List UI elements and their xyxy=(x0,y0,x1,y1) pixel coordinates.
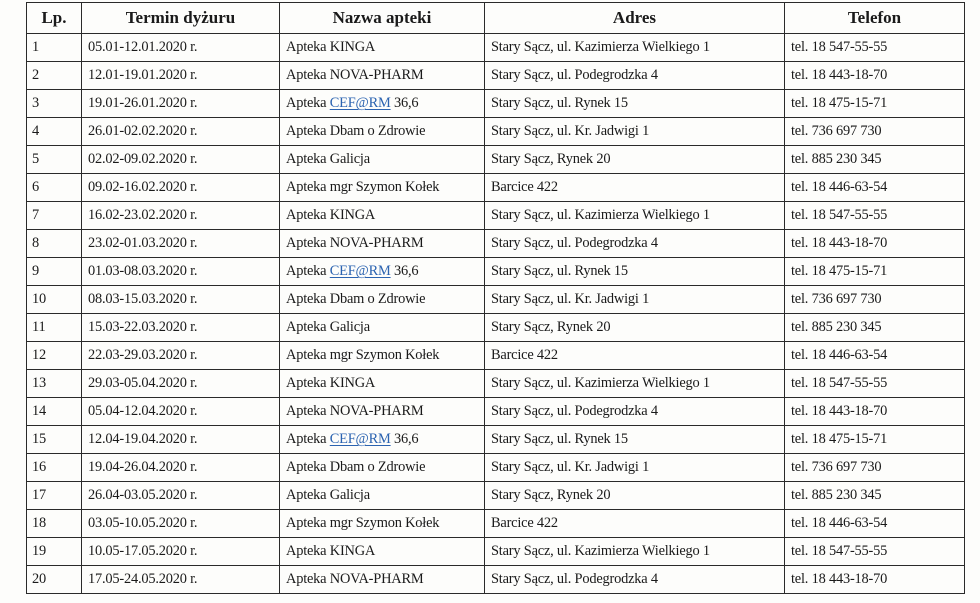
cell-pharmacy-name: Apteka mgr Szymon Kołek xyxy=(280,174,485,202)
pharmacy-name-suffix: 36,6 xyxy=(390,95,419,111)
cell-term: 19.01-26.01.2020 r. xyxy=(82,90,280,118)
pharmacy-link[interactable]: CEF@RM xyxy=(329,95,391,111)
cell-lp: 8 xyxy=(27,230,82,258)
cell-address: Stary Sącz, ul. Kr. Jadwigi 1 xyxy=(485,454,785,482)
cell-address: Stary Sącz, Rynek 20 xyxy=(485,146,785,174)
table-row xyxy=(27,454,965,482)
cell-pharmacy-name: Apteka Dbam o Zdrowie xyxy=(280,454,485,482)
cell-pharmacy-name: Apteka KINGA xyxy=(280,370,485,398)
cell-phone: tel. 18 475-15-71 xyxy=(785,426,965,454)
cell-term: 08.03-15.03.2020 r. xyxy=(82,286,280,314)
pharmacy-name-suffix: 36,6 xyxy=(390,431,419,447)
cell-lp: 2 xyxy=(27,62,82,90)
table-row xyxy=(27,202,965,230)
cell-address: Stary Sącz, ul. Podegrodzka 4 xyxy=(485,62,785,90)
cell-phone: tel. 18 547-55-55 xyxy=(785,538,965,566)
table-row xyxy=(27,538,965,566)
cell-phone: tel. 18 475-15-71 xyxy=(785,90,965,118)
cell-pharmacy-name xyxy=(280,90,485,118)
pharmacy-name-prefix: Apteka xyxy=(286,431,330,447)
cell-phone: tel. 18 475-15-71 xyxy=(785,258,965,286)
cell-lp: 12 xyxy=(27,342,82,370)
cell-term: 02.02-09.02.2020 r. xyxy=(82,146,280,174)
cell-lp: 7 xyxy=(27,202,82,230)
cell-term: 12.01-19.01.2020 r. xyxy=(82,62,280,90)
cell-address: Stary Sącz, ul. Rynek 15 xyxy=(485,90,785,118)
pharmacy-name-suffix: 36,6 xyxy=(390,263,419,279)
cell-pharmacy-name: Apteka Galicja xyxy=(280,482,485,510)
cell-address: Stary Sącz, ul. Rynek 15 xyxy=(485,426,785,454)
cell-pharmacy-name xyxy=(280,426,485,454)
cell-term: 03.05-10.05.2020 r. xyxy=(82,510,280,538)
cell-pharmacy-name: Apteka NOVA-PHARM xyxy=(280,398,485,426)
cell-pharmacy-name: Apteka Dbam o Zdrowie xyxy=(280,118,485,146)
cell-phone: tel. 18 443-18-70 xyxy=(785,566,965,594)
cell-phone: tel. 885 230 345 xyxy=(785,146,965,174)
cell-term: 10.05-17.05.2020 r. xyxy=(82,538,280,566)
table-row xyxy=(27,482,965,510)
table-row xyxy=(27,90,965,118)
header-address: Adres xyxy=(485,3,785,34)
cell-lp: 4 xyxy=(27,118,82,146)
table-row xyxy=(27,174,965,202)
cell-lp: 17 xyxy=(27,482,82,510)
cell-term: 19.04-26.04.2020 r. xyxy=(82,454,280,482)
cell-lp: 5 xyxy=(27,146,82,174)
table-row xyxy=(27,34,965,62)
cell-address: Stary Sącz, ul. Podegrodzka 4 xyxy=(485,230,785,258)
cell-lp: 18 xyxy=(27,510,82,538)
table-row xyxy=(27,286,965,314)
cell-phone: tel. 18 547-55-55 xyxy=(785,34,965,62)
cell-lp: 1 xyxy=(27,34,82,62)
cell-address: Stary Sącz, ul. Kr. Jadwigi 1 xyxy=(485,118,785,146)
table-row xyxy=(27,426,965,454)
cell-pharmacy-name: Apteka mgr Szymon Kołek xyxy=(280,510,485,538)
cell-phone: tel. 18 446-63-54 xyxy=(785,174,965,202)
cell-lp: 19 xyxy=(27,538,82,566)
cell-term: 09.02-16.02.2020 r. xyxy=(82,174,280,202)
cell-phone: tel. 885 230 345 xyxy=(785,482,965,510)
cell-phone: tel. 736 697 730 xyxy=(785,286,965,314)
pharmacy-name-prefix: Apteka xyxy=(286,95,330,111)
cell-lp: 16 xyxy=(27,454,82,482)
pharmacy-duty-table xyxy=(26,2,965,594)
table-row xyxy=(27,510,965,538)
cell-address: Barcice 422 xyxy=(485,174,785,202)
cell-phone: tel. 18 547-55-55 xyxy=(785,202,965,230)
pharmacy-link[interactable]: CEF@RM xyxy=(329,263,391,279)
cell-address: Stary Sącz, ul. Podegrodzka 4 xyxy=(485,398,785,426)
cell-address: Stary Sącz, ul. Podegrodzka 4 xyxy=(485,566,785,594)
cell-term: 05.04-12.04.2020 r. xyxy=(82,398,280,426)
table-row xyxy=(27,342,965,370)
header-term: Termin dyżuru xyxy=(82,3,280,34)
cell-pharmacy-name: Apteka NOVA-PHARM xyxy=(280,566,485,594)
cell-address: Stary Sącz, ul. Kr. Jadwigi 1 xyxy=(485,286,785,314)
cell-address: Stary Sącz, Rynek 20 xyxy=(485,482,785,510)
table-row xyxy=(27,314,965,342)
cell-pharmacy-name: Apteka Galicja xyxy=(280,146,485,174)
cell-lp: 6 xyxy=(27,174,82,202)
cell-pharmacy-name xyxy=(280,258,485,286)
cell-lp: 9 xyxy=(27,258,82,286)
cell-pharmacy-name: Apteka KINGA xyxy=(280,34,485,62)
cell-term: 15.03-22.03.2020 r. xyxy=(82,314,280,342)
cell-phone: tel. 885 230 345 xyxy=(785,314,965,342)
pharmacy-name-prefix: Apteka xyxy=(286,263,330,279)
cell-term: 12.04-19.04.2020 r. xyxy=(82,426,280,454)
cell-term: 05.01-12.01.2020 r. xyxy=(82,34,280,62)
table-body xyxy=(27,34,965,594)
cell-pharmacy-name: Apteka Dbam o Zdrowie xyxy=(280,286,485,314)
table-row xyxy=(27,370,965,398)
cell-pharmacy-name: Apteka NOVA-PHARM xyxy=(280,62,485,90)
table-header-row xyxy=(27,3,965,34)
cell-lp: 13 xyxy=(27,370,82,398)
table-row xyxy=(27,566,965,594)
cell-phone: tel. 18 443-18-70 xyxy=(785,398,965,426)
cell-term: 17.05-24.05.2020 r. xyxy=(82,566,280,594)
cell-address: Stary Sącz, ul. Kazimierza Wielkiego 1 xyxy=(485,34,785,62)
cell-phone: tel. 18 446-63-54 xyxy=(785,342,965,370)
cell-term: 26.04-03.05.2020 r. xyxy=(82,482,280,510)
cell-phone: tel. 18 443-18-70 xyxy=(785,230,965,258)
header-lp: Lp. xyxy=(27,3,82,34)
cell-address: Barcice 422 xyxy=(485,510,785,538)
table-row xyxy=(27,146,965,174)
cell-address: Stary Sącz, ul. Kazimierza Wielkiego 1 xyxy=(485,202,785,230)
pharmacy-link[interactable]: CEF@RM xyxy=(329,431,391,447)
cell-lp: 11 xyxy=(27,314,82,342)
cell-pharmacy-name: Apteka Galicja xyxy=(280,314,485,342)
cell-address: Stary Sącz, ul. Rynek 15 xyxy=(485,258,785,286)
cell-term: 23.02-01.03.2020 r. xyxy=(82,230,280,258)
cell-term: 01.03-08.03.2020 r. xyxy=(82,258,280,286)
cell-pharmacy-name: Apteka KINGA xyxy=(280,202,485,230)
cell-pharmacy-name: Apteka mgr Szymon Kołek xyxy=(280,342,485,370)
cell-pharmacy-name: Apteka KINGA xyxy=(280,538,485,566)
cell-phone: tel. 736 697 730 xyxy=(785,118,965,146)
cell-term: 26.01-02.02.2020 r. xyxy=(82,118,280,146)
cell-phone: tel. 736 697 730 xyxy=(785,454,965,482)
cell-lp: 15 xyxy=(27,426,82,454)
cell-lp: 3 xyxy=(27,90,82,118)
cell-pharmacy-name: Apteka NOVA-PHARM xyxy=(280,230,485,258)
cell-address: Stary Sącz, ul. Kazimierza Wielkiego 1 xyxy=(485,538,785,566)
cell-term: 29.03-05.04.2020 r. xyxy=(82,370,280,398)
cell-term: 22.03-29.03.2020 r. xyxy=(82,342,280,370)
cell-phone: tel. 18 547-55-55 xyxy=(785,370,965,398)
cell-phone: tel. 18 443-18-70 xyxy=(785,62,965,90)
table-row xyxy=(27,62,965,90)
header-pharmacy-name: Nazwa apteki xyxy=(280,3,485,34)
table-row xyxy=(27,118,965,146)
table-row xyxy=(27,398,965,426)
table-row xyxy=(27,258,965,286)
header-phone: Telefon xyxy=(785,3,965,34)
table-row xyxy=(27,230,965,258)
cell-address: Stary Sącz, Rynek 20 xyxy=(485,314,785,342)
cell-term: 16.02-23.02.2020 r. xyxy=(82,202,280,230)
cell-lp: 14 xyxy=(27,398,82,426)
cell-phone: tel. 18 446-63-54 xyxy=(785,510,965,538)
cell-lp: 10 xyxy=(27,286,82,314)
cell-lp: 20 xyxy=(27,566,82,594)
cell-address: Stary Sącz, ul. Kazimierza Wielkiego 1 xyxy=(485,370,785,398)
cell-address: Barcice 422 xyxy=(485,342,785,370)
